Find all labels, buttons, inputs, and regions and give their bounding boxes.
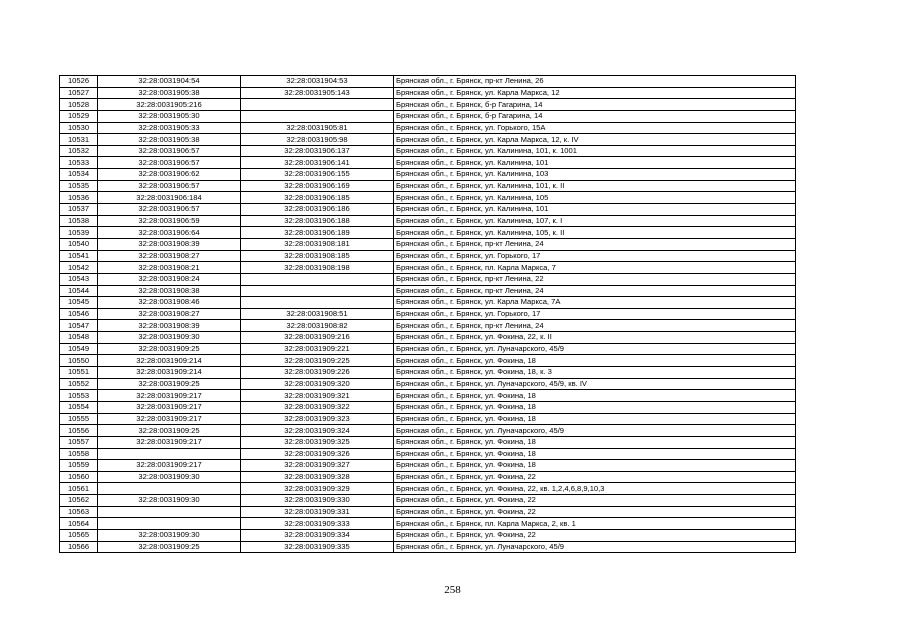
address-cell: Брянская обл., г. Брянск, ул. Калинина, 101, к. II xyxy=(394,180,796,192)
table-row xyxy=(60,285,796,297)
row-number-cell: 10536 xyxy=(60,192,98,204)
address-cell: Брянская обл., г. Брянск, ул. Калинина, 101 xyxy=(394,204,796,216)
address-cell: Брянская обл., г. Брянск, ул. Луначарского, 45/9 xyxy=(394,541,796,553)
row-number-cell: 10564 xyxy=(60,518,98,530)
address-cell: Брянская обл., г. Брянск, ул. Фокина, 18 xyxy=(394,401,796,413)
address-cell: Брянская обл., г. Брянск, ул. Калинина, 105, к. II xyxy=(394,227,796,239)
table-row xyxy=(60,460,796,472)
table-row xyxy=(60,169,796,181)
table-row xyxy=(60,250,796,262)
land-cadastral-cell: 32:28:0031909:25 xyxy=(98,541,241,553)
row-number-cell: 10541 xyxy=(60,250,98,262)
building-cadastral-cell xyxy=(241,110,394,122)
building-cadastral-cell: 32:28:0031909:226 xyxy=(241,367,394,379)
table-row xyxy=(60,378,796,390)
table-row xyxy=(60,297,796,309)
table-row xyxy=(60,436,796,448)
table-row xyxy=(60,425,796,437)
address-cell: Брянская обл., г. Брянск, ул. Карла Маркса, 7А xyxy=(394,297,796,309)
land-cadastral-cell: 32:28:0031909:25 xyxy=(98,378,241,390)
row-number-cell: 10566 xyxy=(60,541,98,553)
table-row xyxy=(60,180,796,192)
building-cadastral-cell: 32:28:0031906:186 xyxy=(241,204,394,216)
building-cadastral-cell xyxy=(241,273,394,285)
row-number-cell: 10548 xyxy=(60,332,98,344)
address-cell: Брянская обл., г. Брянск, ул. Фокина, 18 xyxy=(394,460,796,472)
table-row xyxy=(60,483,796,495)
land-cadastral-cell: 32:28:0031909:25 xyxy=(98,343,241,355)
land-cadastral-cell: 32:28:0031909:217 xyxy=(98,413,241,425)
land-cadastral-cell: 32:28:0031909:214 xyxy=(98,367,241,379)
land-cadastral-cell: 32:28:0031905:30 xyxy=(98,110,241,122)
building-cadastral-cell: 32:28:0031909:329 xyxy=(241,483,394,495)
address-cell: Брянская обл., г. Брянск, ул. Фокина, 18 xyxy=(394,413,796,425)
address-cell: Брянская обл., г. Брянск, ул. Фокина, 22, кв. 1,2,4,6,8,9,10,3 xyxy=(394,483,796,495)
table-row xyxy=(60,215,796,227)
registry-table xyxy=(59,75,796,553)
row-number-cell: 10529 xyxy=(60,110,98,122)
land-cadastral-cell: 32:28:0031904:54 xyxy=(98,76,241,88)
table-row xyxy=(60,401,796,413)
land-cadastral-cell: 32:28:0031906:64 xyxy=(98,227,241,239)
address-cell: Брянская обл., г. Брянск, ул. Горького, 15А xyxy=(394,122,796,134)
land-cadastral-cell: 32:28:0031905:33 xyxy=(98,122,241,134)
row-number-cell: 10549 xyxy=(60,343,98,355)
row-number-cell: 10530 xyxy=(60,122,98,134)
address-cell: Брянская обл., г. Брянск, ул. Фокина, 18 xyxy=(394,355,796,367)
address-cell: Брянская обл., г. Брянск, пр-кт Ленина, 24 xyxy=(394,238,796,250)
table-row xyxy=(60,529,796,541)
building-cadastral-cell: 32:28:0031906:141 xyxy=(241,157,394,169)
row-number-cell: 10544 xyxy=(60,285,98,297)
building-cadastral-cell: 32:28:0031908:82 xyxy=(241,320,394,332)
row-number-cell: 10556 xyxy=(60,425,98,437)
building-cadastral-cell: 32:28:0031909:323 xyxy=(241,413,394,425)
address-cell: Брянская обл., г. Брянск, ул. Горького, 17 xyxy=(394,308,796,320)
table-row xyxy=(60,332,796,344)
land-cadastral-cell xyxy=(98,448,241,460)
table-row xyxy=(60,343,796,355)
row-number-cell: 10528 xyxy=(60,99,98,111)
building-cadastral-cell: 32:28:0031906:185 xyxy=(241,192,394,204)
address-cell: Брянская обл., г. Брянск, ул. Калинина, 101 xyxy=(394,157,796,169)
building-cadastral-cell: 32:28:0031909:321 xyxy=(241,390,394,402)
land-cadastral-cell: 32:28:0031909:217 xyxy=(98,401,241,413)
table-row xyxy=(60,227,796,239)
building-cadastral-cell: 32:28:0031909:328 xyxy=(241,471,394,483)
row-number-cell: 10552 xyxy=(60,378,98,390)
table-row xyxy=(60,134,796,146)
table-row xyxy=(60,367,796,379)
land-cadastral-cell: 32:28:0031909:25 xyxy=(98,425,241,437)
row-number-cell: 10559 xyxy=(60,460,98,472)
table-row xyxy=(60,308,796,320)
building-cadastral-cell: 32:28:0031909:324 xyxy=(241,425,394,437)
registry-table-body xyxy=(60,76,796,553)
address-cell: Брянская обл., г. Брянск, ул. Фокина, 22, к. II xyxy=(394,332,796,344)
row-number-cell: 10551 xyxy=(60,367,98,379)
table-row xyxy=(60,204,796,216)
page-number: 258 xyxy=(444,584,461,596)
building-cadastral-cell: 32:28:0031906:188 xyxy=(241,215,394,227)
address-cell: Брянская обл., г. Брянск, ул. Фокина, 18 xyxy=(394,390,796,402)
row-number-cell: 10558 xyxy=(60,448,98,460)
table-row xyxy=(60,320,796,332)
building-cadastral-cell xyxy=(241,99,394,111)
building-cadastral-cell: 32:28:0031909:331 xyxy=(241,506,394,518)
land-cadastral-cell: 32:28:0031906:184 xyxy=(98,192,241,204)
address-cell: Брянская обл., г. Брянск, ул. Фокина, 22 xyxy=(394,471,796,483)
land-cadastral-cell: 32:28:0031908:24 xyxy=(98,273,241,285)
table-row xyxy=(60,99,796,111)
table-row xyxy=(60,471,796,483)
table-row xyxy=(60,192,796,204)
address-cell: Брянская обл., г. Брянск, пр-кт Ленина, 24 xyxy=(394,320,796,332)
row-number-cell: 10537 xyxy=(60,204,98,216)
row-number-cell: 10545 xyxy=(60,297,98,309)
building-cadastral-cell: 32:28:0031906:189 xyxy=(241,227,394,239)
address-cell: Брянская обл., г. Брянск, б-р Гагарина, 14 xyxy=(394,110,796,122)
table-row xyxy=(60,145,796,157)
table-row xyxy=(60,541,796,553)
table-row xyxy=(60,273,796,285)
address-cell: Брянская обл., г. Брянск, ул. Калинина, 107, к. I xyxy=(394,215,796,227)
land-cadastral-cell: 32:28:0031906:57 xyxy=(98,180,241,192)
address-cell: Брянская обл., г. Брянск, пр-кт Ленина, 24 xyxy=(394,285,796,297)
land-cadastral-cell: 32:28:0031909:217 xyxy=(98,436,241,448)
building-cadastral-cell: 32:28:0031905:143 xyxy=(241,87,394,99)
land-cadastral-cell: 32:28:0031908:39 xyxy=(98,320,241,332)
row-number-cell: 10554 xyxy=(60,401,98,413)
row-number-cell: 10533 xyxy=(60,157,98,169)
address-cell: Брянская обл., г. Брянск, ул. Луначарского, 45/9 xyxy=(394,425,796,437)
row-number-cell: 10562 xyxy=(60,495,98,507)
building-cadastral-cell: 32:28:0031909:322 xyxy=(241,401,394,413)
address-cell: Брянская обл., г. Брянск, пл. Карла Маркса, 7 xyxy=(394,262,796,274)
row-number-cell: 10550 xyxy=(60,355,98,367)
row-number-cell: 10563 xyxy=(60,506,98,518)
address-cell: Брянская обл., г. Брянск, ул. Фокина, 22 xyxy=(394,529,796,541)
building-cadastral-cell: 32:28:0031909:216 xyxy=(241,332,394,344)
land-cadastral-cell: 32:28:0031906:62 xyxy=(98,169,241,181)
row-number-cell: 10543 xyxy=(60,273,98,285)
land-cadastral-cell: 32:28:0031909:30 xyxy=(98,495,241,507)
table-row xyxy=(60,355,796,367)
land-cadastral-cell: 32:28:0031909:30 xyxy=(98,471,241,483)
building-cadastral-cell: 32:28:0031905:81 xyxy=(241,122,394,134)
building-cadastral-cell: 32:28:0031909:327 xyxy=(241,460,394,472)
table-row xyxy=(60,110,796,122)
land-cadastral-cell: 32:28:0031906:59 xyxy=(98,215,241,227)
row-number-cell: 10553 xyxy=(60,390,98,402)
land-cadastral-cell: 32:28:0031909:30 xyxy=(98,332,241,344)
building-cadastral-cell: 32:28:0031906:137 xyxy=(241,145,394,157)
table-row xyxy=(60,87,796,99)
address-cell: Брянская обл., г. Брянск, ул. Луначарского, 45/9 xyxy=(394,343,796,355)
address-cell: Брянская обл., г. Брянск, ул. Карла Маркса, 12 xyxy=(394,87,796,99)
row-number-cell: 10560 xyxy=(60,471,98,483)
row-number-cell: 10539 xyxy=(60,227,98,239)
land-cadastral-cell xyxy=(98,518,241,530)
table-row xyxy=(60,495,796,507)
table-row xyxy=(60,413,796,425)
table-row xyxy=(60,448,796,460)
land-cadastral-cell: 32:28:0031906:57 xyxy=(98,157,241,169)
address-cell: Брянская обл., г. Брянск, б-р Гагарина, 14 xyxy=(394,99,796,111)
row-number-cell: 10535 xyxy=(60,180,98,192)
building-cadastral-cell: 32:28:0031909:326 xyxy=(241,448,394,460)
building-cadastral-cell: 32:28:0031909:334 xyxy=(241,529,394,541)
building-cadastral-cell: 32:28:0031909:333 xyxy=(241,518,394,530)
building-cadastral-cell: 32:28:0031908:185 xyxy=(241,250,394,262)
building-cadastral-cell: 32:28:0031906:155 xyxy=(241,169,394,181)
building-cadastral-cell xyxy=(241,285,394,297)
row-number-cell: 10561 xyxy=(60,483,98,495)
land-cadastral-cell: 32:28:0031905:38 xyxy=(98,134,241,146)
table-row xyxy=(60,506,796,518)
land-cadastral-cell xyxy=(98,506,241,518)
row-number-cell: 10538 xyxy=(60,215,98,227)
table-row xyxy=(60,262,796,274)
address-cell: Брянская обл., г. Брянск, ул. Карла Маркса, 12, к. IV xyxy=(394,134,796,146)
land-cadastral-cell: 32:28:0031909:30 xyxy=(98,529,241,541)
address-cell: Брянская обл., г. Брянск, ул. Луначарского, 45/9, кв. IV xyxy=(394,378,796,390)
building-cadastral-cell: 32:28:0031909:335 xyxy=(241,541,394,553)
row-number-cell: 10531 xyxy=(60,134,98,146)
building-cadastral-cell: 32:28:0031909:225 xyxy=(241,355,394,367)
address-cell: Брянская обл., г. Брянск, ул. Фокина, 22 xyxy=(394,495,796,507)
land-cadastral-cell: 32:28:0031908:27 xyxy=(98,250,241,262)
building-cadastral-cell: 32:28:0031905:98 xyxy=(241,134,394,146)
land-cadastral-cell: 32:28:0031905:38 xyxy=(98,87,241,99)
address-cell: Брянская обл., г. Брянск, ул. Фокина, 18 xyxy=(394,448,796,460)
building-cadastral-cell: 32:28:0031909:320 xyxy=(241,378,394,390)
table-row xyxy=(60,76,796,88)
land-cadastral-cell: 32:28:0031909:217 xyxy=(98,390,241,402)
address-cell: Брянская обл., г. Брянск, ул. Калинина, 103 xyxy=(394,169,796,181)
row-number-cell: 10555 xyxy=(60,413,98,425)
table-row xyxy=(60,122,796,134)
row-number-cell: 10526 xyxy=(60,76,98,88)
table-row xyxy=(60,518,796,530)
address-cell: Брянская обл., г. Брянск, ул. Фокина, 18, к. 3 xyxy=(394,367,796,379)
table-row xyxy=(60,238,796,250)
land-cadastral-cell: 32:28:0031906:57 xyxy=(98,204,241,216)
address-cell: Брянская обл., г. Брянск, пл. Карла Маркса, 2, кв. 1 xyxy=(394,518,796,530)
row-number-cell: 10557 xyxy=(60,436,98,448)
land-cadastral-cell: 32:28:0031908:39 xyxy=(98,238,241,250)
row-number-cell: 10565 xyxy=(60,529,98,541)
building-cadastral-cell: 32:28:0031908:198 xyxy=(241,262,394,274)
table-row xyxy=(60,390,796,402)
address-cell: Брянская обл., г. Брянск, пр-кт Ленина, 22 xyxy=(394,273,796,285)
land-cadastral-cell: 32:28:0031908:21 xyxy=(98,262,241,274)
row-number-cell: 10527 xyxy=(60,87,98,99)
building-cadastral-cell: 32:28:0031906:169 xyxy=(241,180,394,192)
address-cell: Брянская обл., г. Брянск, ул. Горького, 17 xyxy=(394,250,796,262)
land-cadastral-cell: 32:28:0031908:27 xyxy=(98,308,241,320)
building-cadastral-cell: 32:28:0031904:53 xyxy=(241,76,394,88)
address-cell: Брянская обл., г. Брянск, ул. Калинина, 101, к. 1001 xyxy=(394,145,796,157)
row-number-cell: 10547 xyxy=(60,320,98,332)
row-number-cell: 10546 xyxy=(60,308,98,320)
land-cadastral-cell: 32:28:0031906:57 xyxy=(98,145,241,157)
address-cell: Брянская обл., г. Брянск, ул. Фокина, 18 xyxy=(394,436,796,448)
land-cadastral-cell: 32:28:0031909:214 xyxy=(98,355,241,367)
land-cadastral-cell xyxy=(98,483,241,495)
land-cadastral-cell: 32:28:0031905:216 xyxy=(98,99,241,111)
land-cadastral-cell: 32:28:0031908:46 xyxy=(98,297,241,309)
building-cadastral-cell: 32:28:0031908:181 xyxy=(241,238,394,250)
row-number-cell: 10534 xyxy=(60,169,98,181)
building-cadastral-cell: 32:28:0031909:330 xyxy=(241,495,394,507)
land-cadastral-cell: 32:28:0031909:217 xyxy=(98,460,241,472)
building-cadastral-cell: 32:28:0031908:51 xyxy=(241,308,394,320)
building-cadastral-cell: 32:28:0031909:221 xyxy=(241,343,394,355)
building-cadastral-cell: 32:28:0031909:325 xyxy=(241,436,394,448)
row-number-cell: 10540 xyxy=(60,238,98,250)
table-row xyxy=(60,157,796,169)
address-cell: Брянская обл., г. Брянск, ул. Фокина, 22 xyxy=(394,506,796,518)
address-cell: Брянская обл., г. Брянск, пр-кт Ленина, 26 xyxy=(394,76,796,88)
building-cadastral-cell xyxy=(241,297,394,309)
land-cadastral-cell: 32:28:0031908:38 xyxy=(98,285,241,297)
row-number-cell: 10532 xyxy=(60,145,98,157)
address-cell: Брянская обл., г. Брянск, ул. Калинина, 105 xyxy=(394,192,796,204)
row-number-cell: 10542 xyxy=(60,262,98,274)
